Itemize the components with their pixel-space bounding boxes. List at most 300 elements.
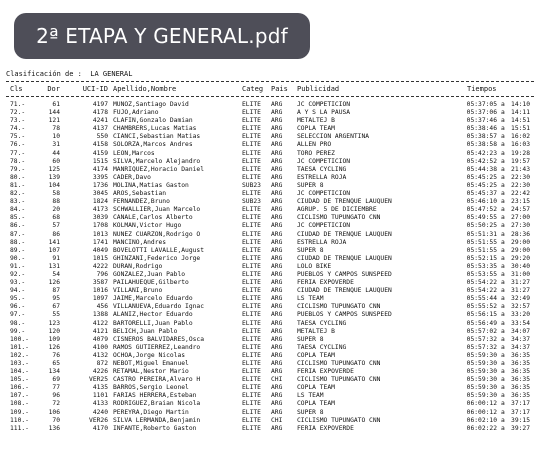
cell-diferencia: 34:37 <box>511 343 530 351</box>
cell-pais: ARG <box>271 270 283 278</box>
cell-categ: ELITE <box>242 173 261 181</box>
table-row <box>0 336 540 344</box>
cell-dor: 88 <box>52 198 60 206</box>
table-row <box>0 231 540 239</box>
cell-nombre: NEBOT,Miguel Emanuel <box>113 360 189 367</box>
cell-uci-id: 3395 <box>92 173 108 181</box>
cell-uci-id: VER25 <box>89 376 108 384</box>
cell-nombre: FARIAS HERRERA,Esteban <box>113 392 197 400</box>
cell-dor: 68 <box>52 214 60 222</box>
cell-tiempo: 05:38:58 <box>466 141 497 149</box>
cell-cls: 76.- <box>10 141 26 149</box>
cell-tiempo: 05:37:06 <box>466 109 497 117</box>
cell-nombre: SCHWALLIER,Juan Marcelo <box>113 206 201 214</box>
cell-cls: 107.- <box>10 392 29 400</box>
cell-publicidad: ESTRELLA ROJA <box>297 238 347 246</box>
cell-a: a <box>501 270 505 278</box>
cell-categ: ELITE <box>242 384 261 392</box>
header-categ: Categ <box>242 85 264 93</box>
cell-categ: ELITE <box>242 165 261 173</box>
table-row <box>0 214 540 222</box>
cell-diferencia: 27:30 <box>511 222 530 230</box>
cell-pais: ARG <box>271 295 283 303</box>
cell-dor: 70 <box>52 416 60 424</box>
cell-a: a <box>501 311 505 319</box>
cell-diferencia: 21:43 <box>511 165 530 173</box>
cell-uci-id: 4049 <box>92 246 108 254</box>
cell-categ: ELITE <box>242 376 261 384</box>
table-row <box>0 150 540 158</box>
cell-dor: 72 <box>52 400 60 408</box>
cell-pais: CHI <box>271 376 283 384</box>
cell-nombre: VILLANUEVA,Eduardo Ignac <box>113 303 204 311</box>
cell-publicidad: JC COMPETICION <box>297 157 351 165</box>
cell-cls: 96.- <box>10 303 26 311</box>
cell-dor: 139 <box>48 173 60 181</box>
cell-uci-id: 1824 <box>92 198 108 206</box>
cell-uci-id: 1388 <box>92 311 108 319</box>
cell-dor: 144 <box>48 109 60 117</box>
cell-uci-id: 4226 <box>92 368 108 376</box>
cell-cls: 83.- <box>10 198 26 206</box>
cell-nombre: MUÑOZ,Santiago David <box>113 101 189 108</box>
table-row <box>0 206 540 214</box>
cell-publicidad: JC COMPETICION <box>297 190 351 198</box>
cell-categ: ELITE <box>242 408 261 416</box>
cell-uci-id: 4122 <box>92 319 108 327</box>
file-title-badge: 2ª ETAPA Y GENERAL.pdf <box>14 13 310 59</box>
cell-uci-id: 1515 <box>92 157 108 165</box>
cell-pais: ARG <box>271 173 283 181</box>
table-row <box>0 328 540 336</box>
table-row <box>0 417 540 425</box>
cell-categ: ELITE <box>242 424 261 432</box>
cell-cls: 71.- <box>10 101 26 108</box>
cell-a: a <box>501 279 505 287</box>
cell-categ: ELITE <box>242 360 261 367</box>
cell-publicidad: CICLISMO TUPUNGATO CNN <box>297 376 381 384</box>
cell-categ: ELITE <box>242 400 261 408</box>
cell-diferencia: 16:03 <box>511 141 530 149</box>
cell-uci-id: 796 <box>96 270 108 278</box>
cell-nombre: SOLORZA,Marcos Andres <box>113 141 193 149</box>
cell-pais: ARG <box>271 181 283 189</box>
table-row <box>0 360 540 368</box>
cell-tiempo: 05:53:35 <box>466 262 497 270</box>
cell-dor: 106 <box>48 408 60 416</box>
cell-tiempo: 05:49:55 <box>466 214 497 222</box>
cell-uci-id: 3045 <box>92 190 108 198</box>
cell-dor: 65 <box>52 360 60 367</box>
cell-cls: 104.- <box>10 368 29 376</box>
cell-nombre: PAILAHUEQUE,Gilberto <box>113 279 189 287</box>
cell-dor: 57 <box>52 222 60 230</box>
cell-categ: ELITE <box>242 351 261 359</box>
cell-nombre: AROS,Sebastian <box>113 190 167 198</box>
cell-categ: ELITE <box>242 368 261 376</box>
table-row <box>0 344 540 352</box>
cell-a: a <box>501 287 505 295</box>
cell-cls: 74.- <box>10 125 26 133</box>
cell-diferencia: 29:20 <box>511 254 530 262</box>
cell-categ: ELITE <box>242 343 261 351</box>
cell-categ: ELITE <box>242 319 261 327</box>
cell-uci-id: 1016 <box>92 287 108 295</box>
cell-publicidad: FERIA EXPOVERDE <box>297 424 354 432</box>
cell-diferencia: 39:27 <box>511 424 530 432</box>
cell-nombre: DURAN,Rodrigo <box>113 262 163 270</box>
table-row <box>0 376 540 384</box>
table-row <box>0 409 540 417</box>
table-row <box>0 166 540 174</box>
cell-tiempo: 05:47:52 <box>466 206 497 214</box>
table-row <box>0 255 540 263</box>
cell-pais: ARG <box>271 133 283 141</box>
cell-tiempo: 05:44:38 <box>466 165 497 173</box>
cell-categ: ELITE <box>242 246 261 254</box>
cell-diferencia: 29:00 <box>511 246 530 254</box>
cell-publicidad: COPLA TEAM <box>297 125 335 133</box>
cell-categ: ELITE <box>242 295 261 303</box>
cell-dor: 109 <box>48 335 60 343</box>
cell-publicidad: AGRUP. 5 DE DICIEMBRE <box>297 206 377 214</box>
cell-pais: ARG <box>271 368 283 376</box>
cell-tiempo: 05:45:25 <box>466 173 497 181</box>
cell-a: a <box>501 400 505 408</box>
cell-publicidad: SUPER 8 <box>297 335 324 343</box>
cell-tiempo: 05:57:02 <box>466 327 497 335</box>
cell-publicidad: CICLISMO TUPUNGATO CNN <box>297 303 381 311</box>
cell-diferencia: 23:15 <box>511 198 530 206</box>
cell-dor: 136 <box>48 424 60 432</box>
cell-tiempo: 05:45:37 <box>466 190 497 198</box>
cell-dor: 126 <box>48 279 60 287</box>
cell-nombre: BARROS,Sergio Leonel <box>113 384 189 392</box>
cell-cls: 99.- <box>10 327 26 335</box>
cell-uci-id: 1015 <box>92 254 108 262</box>
cell-nombre: BOVELOTTI LAVALLE,August <box>113 246 204 254</box>
header-uci-id: UCI-ID <box>82 85 108 93</box>
table-row <box>0 158 540 166</box>
cell-dor: 31 <box>52 141 60 149</box>
cell-a: a <box>501 303 505 311</box>
table-header <box>0 85 540 95</box>
cell-dor: 20 <box>52 206 60 214</box>
cell-pais: ARG <box>271 141 283 149</box>
cell-dor: 123 <box>48 319 60 327</box>
cell-pais: ARG <box>271 408 283 416</box>
cell-cls: 101.- <box>10 343 29 351</box>
cell-pais: ARG <box>271 165 283 173</box>
cell-categ: ELITE <box>242 254 261 262</box>
cell-publicidad: JC COMPETICION <box>297 101 351 108</box>
cell-pais: ARG <box>271 262 283 270</box>
table-row <box>0 198 540 206</box>
cell-categ: ELITE <box>242 279 261 287</box>
cell-nombre: VILLANI,Bruno <box>113 287 163 295</box>
cell-categ: ELITE <box>242 262 261 270</box>
cell-categ: ELITE <box>242 327 261 335</box>
cell-categ: ELITE <box>242 214 261 222</box>
cell-nombre: LEON,Marcos <box>113 149 155 157</box>
table-row <box>0 384 540 392</box>
cell-cls: 103.- <box>10 360 29 367</box>
cell-cls: 85.- <box>10 214 26 222</box>
cell-uci-id: 4137 <box>92 125 108 133</box>
cell-uci-id: 4132 <box>92 351 108 359</box>
cell-cls: 92.- <box>10 270 26 278</box>
cell-dor: 104 <box>48 181 60 189</box>
cell-diferencia: 36:35 <box>511 368 530 376</box>
cell-pais: ARG <box>271 279 283 287</box>
cell-categ: ELITE <box>242 222 261 230</box>
cell-diferencia: 19:28 <box>511 149 530 157</box>
cell-tiempo: 05:54:22 <box>466 279 497 287</box>
cell-nombre: CLAFIN,Gonzalo Damian <box>113 117 193 125</box>
cell-uci-id: 1097 <box>92 295 108 303</box>
cell-nombre: RETAMAL,Nestor Mario <box>113 368 189 376</box>
cell-diferencia: 22:42 <box>511 190 530 198</box>
cell-uci-id: 4100 <box>92 343 108 351</box>
header-publicidad: Publicidad <box>297 85 340 93</box>
cell-publicidad: A Y S LA PAUSA <box>297 109 351 117</box>
cell-uci-id: 4133 <box>92 400 108 408</box>
cell-diferencia: 22:30 <box>511 173 530 181</box>
cell-cls: 89.- <box>10 246 26 254</box>
cell-nombre: OCHOA,Jorge Nicolas <box>113 351 186 359</box>
cell-dor: 44 <box>52 149 60 157</box>
cell-a: a <box>501 392 505 400</box>
cell-tiempo: 05:45:25 <box>466 181 497 189</box>
cell-cls: 100.- <box>10 335 29 343</box>
cell-cls: 73.- <box>10 117 26 125</box>
cell-nombre: BARTORELLI,Juan Pablo <box>113 319 193 327</box>
cell-diferencia: 33:20 <box>511 311 530 319</box>
cell-cls: 84.- <box>10 206 26 214</box>
cell-dor: 86 <box>52 230 60 238</box>
cell-cls: 94.- <box>10 287 26 295</box>
cell-tiempo: 05:59:30 <box>466 376 497 384</box>
cell-publicidad: CIUDAD DE TRENQUE LAUQUEN <box>297 254 392 262</box>
cell-diferencia: 15:51 <box>511 125 530 133</box>
table-row <box>0 400 540 408</box>
cell-tiempo: 05:59:30 <box>466 392 497 400</box>
cell-pais: ARG <box>271 117 283 125</box>
cell-a: a <box>501 141 505 149</box>
table-row <box>0 263 540 271</box>
cell-tiempo: 05:52:15 <box>466 254 497 262</box>
cell-tiempo: 05:42:52 <box>466 157 497 165</box>
table-row <box>0 320 540 328</box>
cell-tiempo: 05:55:52 <box>466 303 497 311</box>
cell-pais: ARG <box>271 109 283 117</box>
cell-a: a <box>501 295 505 303</box>
cell-pais: ARG <box>271 335 283 343</box>
cell-tiempo: 05:59:30 <box>466 351 497 359</box>
cell-diferencia: 31:00 <box>511 270 530 278</box>
cell-cls: 81.- <box>10 181 26 189</box>
cell-uci-id: 1708 <box>92 222 108 230</box>
cell-dor: 10 <box>52 133 60 141</box>
cell-pais: ARG <box>271 287 283 295</box>
cell-a: a <box>501 335 505 343</box>
cell-dor: 58 <box>52 190 60 198</box>
cell-diferencia: 37:17 <box>511 408 530 416</box>
table-row <box>0 311 540 319</box>
cell-a: a <box>501 246 505 254</box>
cell-publicidad: JC COMPETICION <box>297 222 351 230</box>
cell-tiempo: 05:37:46 <box>466 117 497 125</box>
cell-categ: ELITE <box>242 335 261 343</box>
table-row <box>0 287 540 295</box>
cell-cls: 97.- <box>10 311 26 319</box>
cell-pais: ARG <box>271 246 283 254</box>
cell-dor: 107 <box>48 246 60 254</box>
cell-a: a <box>501 368 505 376</box>
cell-nombre: GHINZANI,Federico Jorge <box>113 254 201 262</box>
cell-cls: 75.- <box>10 133 26 141</box>
cell-publicidad: SELECCION ARGENTINA <box>297 133 370 141</box>
cell-categ: SUB23 <box>242 198 261 206</box>
cell-a: a <box>501 351 505 359</box>
cell-dor: 87 <box>52 287 60 295</box>
cell-publicidad: SUPER 8 <box>297 246 324 254</box>
cell-tiempo: 05:50:25 <box>466 222 497 230</box>
cell-dor: 55 <box>52 311 60 319</box>
table-row <box>0 222 540 230</box>
cell-pais: ARG <box>271 343 283 351</box>
cell-tiempo: 05:53:55 <box>466 270 497 278</box>
cell-a: a <box>501 230 505 238</box>
cell-nombre: NUÑEZ CUARZON,Rodrigo O <box>113 230 201 238</box>
cell-dor: 61 <box>52 101 60 108</box>
cell-pais: ARG <box>271 384 283 392</box>
cell-pais: ARG <box>271 254 283 262</box>
cell-a: a <box>501 254 505 262</box>
header-nombre: Apellido,Nombre <box>113 85 177 93</box>
cell-a: a <box>501 327 505 335</box>
cell-categ: ELITE <box>242 270 261 278</box>
cell-tiempo: 05:56:15 <box>466 311 497 319</box>
cell-dor: 125 <box>48 165 60 173</box>
cell-pais: ARG <box>271 190 283 198</box>
cell-cls: 77.- <box>10 149 26 157</box>
table-row <box>0 425 540 433</box>
table-row <box>0 303 540 311</box>
cell-categ: ELITE <box>242 206 261 214</box>
cell-a: a <box>501 222 505 230</box>
table-row <box>0 182 540 190</box>
cell-pais: ARG <box>271 303 283 311</box>
cell-nombre: PEREYRA,Diego Martin <box>113 408 189 416</box>
cell-categ: SUB23 <box>242 181 261 189</box>
cell-diferencia: 32:57 <box>511 303 530 311</box>
cell-tiempo: 06:02:10 <box>466 416 497 424</box>
cell-cls: 110.- <box>10 416 29 424</box>
cell-dor: 78 <box>52 125 60 133</box>
cell-publicidad: COPLA TEAM <box>297 384 335 392</box>
table-row <box>0 368 540 376</box>
cell-uci-id: 3039 <box>92 214 108 222</box>
cell-publicidad: CICLISMO TUPUNGATO CNN <box>297 214 381 222</box>
cell-publicidad: FERIA EXPOVERDE <box>297 279 354 287</box>
cell-uci-id: 456 <box>96 303 108 311</box>
cell-publicidad: CIUDAD DE TRENQUE LAUQUEN <box>297 287 392 295</box>
cell-uci-id: 1736 <box>92 181 108 189</box>
cell-diferencia: 32:49 <box>511 295 530 303</box>
cell-cls: 109.- <box>10 408 29 416</box>
cell-categ: ELITE <box>242 311 261 319</box>
cell-a: a <box>501 157 505 165</box>
cell-nombre: MANCINO,Andres <box>113 238 167 246</box>
cell-uci-id: 4135 <box>92 384 108 392</box>
cell-nombre: GONZALEZ,Juan Pablo <box>113 270 186 278</box>
cell-publicidad: SUPER 8 <box>297 408 324 416</box>
cell-nombre: CADER,Davo <box>113 173 151 181</box>
cell-categ: ELITE <box>242 230 261 238</box>
cell-publicidad: TAESA CYCLING <box>297 165 347 173</box>
cell-a: a <box>501 214 505 222</box>
cell-cls: 91.- <box>10 262 26 270</box>
table-row <box>0 239 540 247</box>
cell-a: a <box>501 198 505 206</box>
cell-diferencia: 34:07 <box>511 327 530 335</box>
cell-cls: 80.- <box>10 173 26 181</box>
cell-pais: ARG <box>271 392 283 400</box>
cell-publicidad: METALTEJ B <box>297 327 335 335</box>
cell-tiempo: 05:38:46 <box>466 125 497 133</box>
cell-nombre: ALANIZ,Hector Eduardo <box>113 311 193 319</box>
cell-cls: 82.- <box>10 190 26 198</box>
cell-cls: 93.- <box>10 279 26 287</box>
cell-pais: ARG <box>271 400 283 408</box>
cell-tiempo: 05:51:31 <box>466 230 497 238</box>
table-row <box>0 109 540 117</box>
cell-uci-id: 4178 <box>92 109 108 117</box>
cell-categ: ELITE <box>242 303 261 311</box>
cell-dor: 67 <box>52 303 60 311</box>
cell-tiempo: 05:51:55 <box>466 238 497 246</box>
cell-uci-id: 4170 <box>92 424 108 432</box>
cell-a: a <box>501 109 505 117</box>
table-row <box>0 190 540 198</box>
cell-uci-id: VER26 <box>89 416 108 424</box>
cell-diferencia: 16:02 <box>511 133 530 141</box>
header-cls: Cls <box>10 85 23 93</box>
table-row <box>0 295 540 303</box>
cell-a: a <box>501 181 505 189</box>
cell-a: a <box>501 101 505 108</box>
cell-uci-id: 4240 <box>92 408 108 416</box>
cell-diferencia: 28:36 <box>511 230 530 238</box>
table-row <box>0 392 540 400</box>
cell-uci-id: 4222 <box>92 262 108 270</box>
cell-nombre: FERNANDEZ,Bruno <box>113 198 170 206</box>
cell-uci-id: 4158 <box>92 141 108 149</box>
cell-pais: ARG <box>271 125 283 133</box>
results-table-body <box>0 101 540 433</box>
cell-publicidad: LOLO BIKE <box>297 262 332 270</box>
cell-publicidad: COPLA TEAM <box>297 351 335 359</box>
cell-a: a <box>501 133 505 141</box>
cell-uci-id: 4174 <box>92 165 108 173</box>
cell-publicidad: PUEBLOS Y CAMPOS SUNSPEED <box>297 270 392 278</box>
cell-cls: 98.- <box>10 319 26 327</box>
cell-nombre: CISNEROS BALVIDARES,Osca <box>113 335 204 343</box>
cell-dor: 134 <box>48 368 60 376</box>
table-row <box>0 271 540 279</box>
cell-nombre: FUJO,Adriano <box>113 109 159 117</box>
